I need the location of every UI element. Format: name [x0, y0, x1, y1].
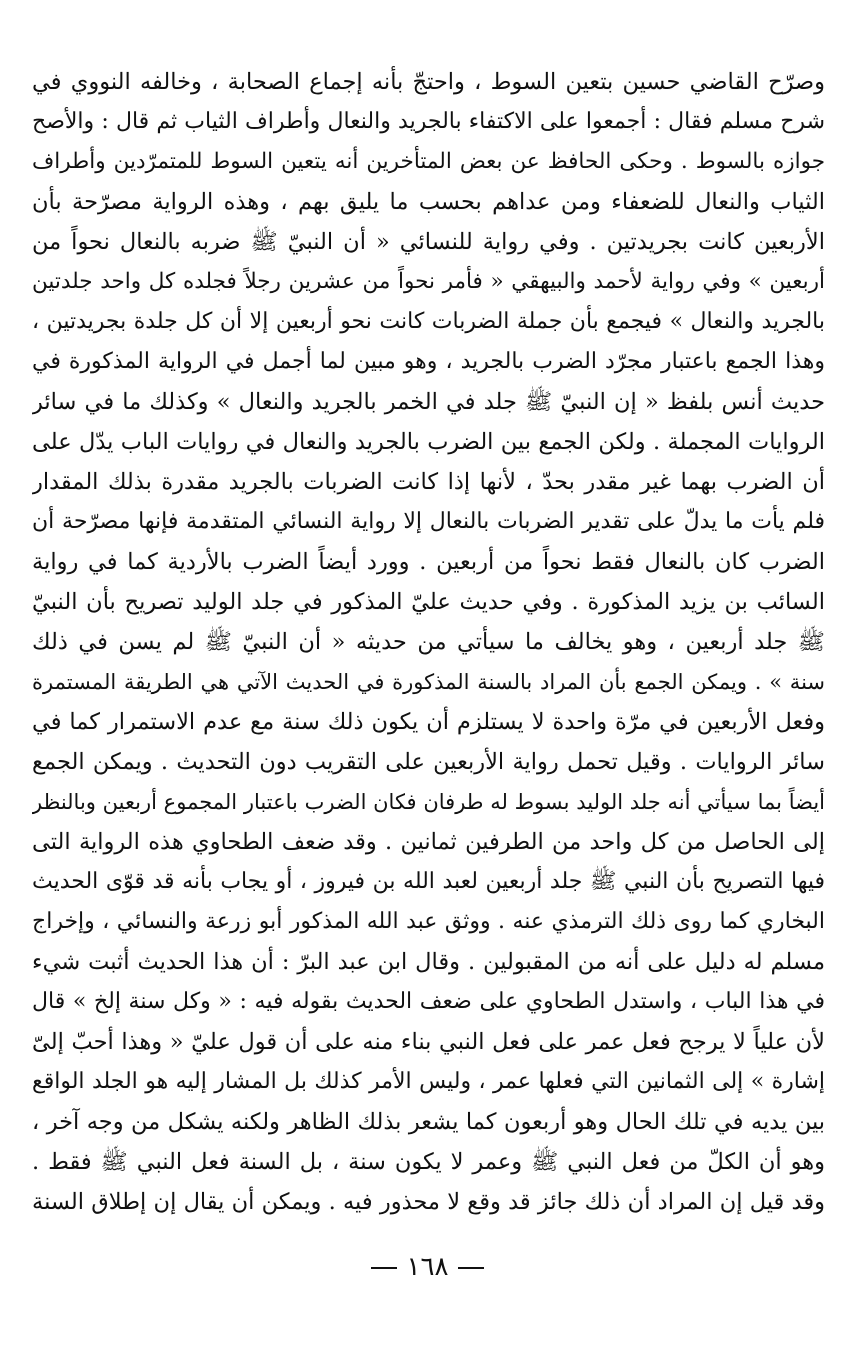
text-line: حديث أنس بلفظ « إن النبيّ ﷺ جلد في الخمر بالجريد والنعال » وكذلك ما في سائر [32, 389, 825, 415]
text-line: الثياب والنعال للضعفاء ومن عداهم بحسب ما يليق بهم ، وهذه الرواية مصرّحة بأن [32, 189, 825, 215]
text-line: البخاري كما روى ذلك الترمذي عنه . ووثق عبد الله المذكور أبو زرعة والنسائي ، وإخراج [32, 909, 825, 934]
text-line: وقد قيل إن المراد أن ذلك جائز قد وقع لا محذور فيه . ويمكن أن يقال إن إطلاق السنة [32, 1189, 825, 1215]
text-line: وفعل الأربعين في مرّة واحدة لا يستلزم أن يكون ذلك سنة مع عدم الاستمرار كما في [32, 709, 825, 735]
text-line: سائر الروايات . وقيل تحمل رواية الأربعين على التقريب دون التحديث . ويمكن الجمع [32, 749, 825, 775]
text-line: أن الضرب بهما غير مقدر بحدّ ، لأنها إذا كانت الضربات بالجريد مقدرة بذلك المقدار [32, 469, 825, 495]
text-line: ﷺ جلد أربعين ، وهو يخالف ما سيأتي من حديثه « أن النبيّ ﷺ لم يسن في ذلك [32, 629, 825, 655]
text-line: لأن علياً لا يرجح فعل عمر على فعل النبي بناء منه على أن قول عليّ « وهذا أحبّ إلىّ [32, 1029, 825, 1055]
body-text [32, 62, 825, 1222]
footer-dash-left [371, 1267, 397, 1269]
text-line: أربعين » وفي رواية لأحمد والبيهقي « فأمر نحواً من عشرين رجلاً فجلده كل واحد جلدتين [32, 269, 825, 294]
text-line: شرح مسلم فقال : أجمعوا على الاكتفاء بالجريد والنعال وأطراف الثياب ثم قال : والأصح [32, 109, 825, 134]
page-footer [0, 1252, 855, 1282]
text-line: وصرّح القاضي حسين بتعين السوط ، واحتجّ بأنه إجماع الصحابة ، وخالفه النووي في [32, 69, 825, 95]
page-number: ١٦٨ [406, 1252, 449, 1282]
text-line: بين يديه في تلك الحال وهو أربعون كما يشعر بذلك الظاهر ولكنه يشكل من وجه آخر ، [32, 1109, 825, 1135]
text-line: الروايات المجملة . ولكن الجمع بين الضرب بالجريد والنعال في روايات الباب يدّل على [32, 429, 825, 455]
text-line: إشارة » إلى الثمانين التي فعلها عمر ، وليس الأمر كذلك بل المشار إليه هو الجلد الواقع [32, 1069, 825, 1094]
text-line: فيها التصريح بأن النبي ﷺ جلد أربعين لعبد الله بن فيروز ، أو يجاب بأنه قد قوّى الحديث [32, 869, 825, 894]
text-line: إلى الحاصل من كل واحد من الطرفين ثمانين . وقد ضعف الطحاوي هذه الرواية التى [32, 829, 825, 855]
text-line: أيضاً بما سيأتي أنه جلد الوليد بسوط له طرفان فكان الضرب باعتبار المجموع أربعين وبالنظر [32, 790, 825, 814]
text-line: السائب بن يزيد المذكورة . وفي حديث عليّ المذكور في جلد الوليد تصريح بأن النبيّ [32, 589, 825, 615]
text-line: بالجريد والنعال » فيجمع بأن جملة الضربات كانت نحو أربعين إلا أن كل جلدة بجريدتين ، [32, 309, 825, 334]
text-line: سنة » . ويمكن الجمع بأن المراد بالسنة المذكورة في الحديث الآتي هي الطريقة المستمرة [32, 670, 825, 694]
text-line: في هذا الباب ، واستدل الطحاوي على ضعف الحديث بقوله فيه : « وكل سنة إلخ » قال [32, 989, 825, 1014]
text-line: فلم يأت ما يدلّ على تقدير الضربات بالنعال إلا رواية النسائي المتقدمة فإنها مصرّحة أن [32, 509, 825, 534]
text-line: وهذا الجمع باعتبار مجرّد الضرب بالجريد ، وهو مبين لما أجمل في الرواية المذكورة في [32, 349, 825, 374]
text-line: وهو أن الكلّ من فعل النبي ﷺ وعمر لا يكون سنة ، بل السنة فعل النبي ﷺ فقط . [32, 1149, 825, 1175]
text-line: مسلم له دليل على أنه من المقبولين . وقال ابن عبد البرّ : أن هذا الحديث أثبت شيء [32, 949, 825, 975]
text-line: الأربعين كانت بجريدتين . وفي رواية للنسائي « أن النبيّ ﷺ ضربه بالنعال نحواً من [32, 229, 825, 255]
text-line: الضرب كان بالنعال فقط نحواً من أربعين . وورد أيضاً الضرب بالأردية كما في رواية [32, 549, 825, 575]
footer-dash-right [458, 1267, 484, 1269]
text-line: جوازه بالسوط . وحكى الحافظ عن بعض المتأخرين أنه يتعين السوط للمتمرّدين وأطراف [32, 149, 825, 174]
